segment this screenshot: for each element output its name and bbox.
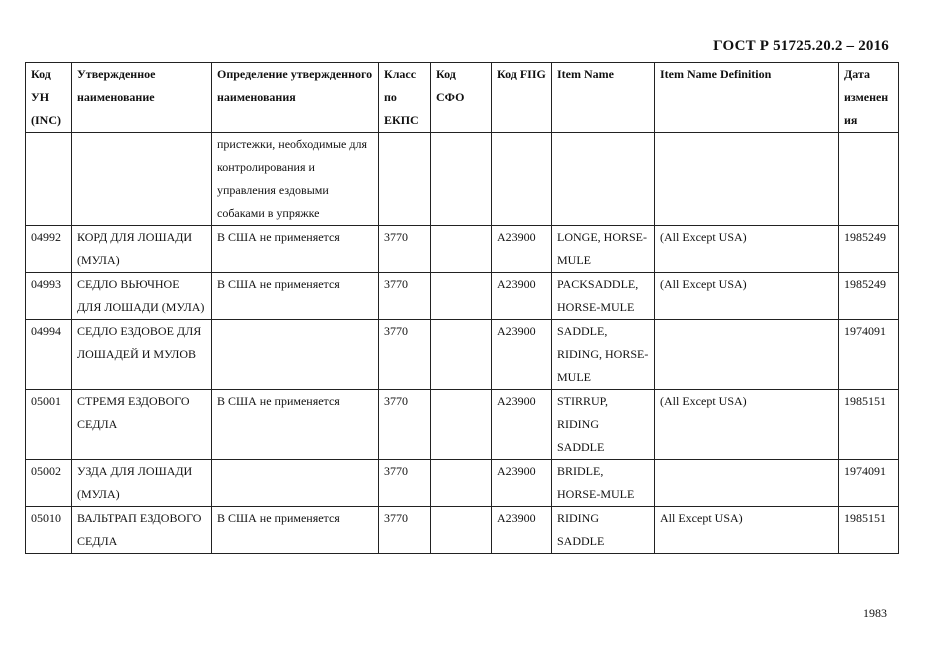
cell-fiig: A23900: [492, 460, 552, 507]
cell-class: 3770: [379, 273, 431, 320]
cell-item-name: LONGE, HORSE-MULE: [552, 226, 655, 273]
cell-class: 3770: [379, 390, 431, 460]
cell-name: СТРЕМЯ ЕЗДОВОГО СЕДЛА: [72, 390, 212, 460]
cell-sfo: [431, 507, 492, 554]
cell-definition: В США не применяется: [212, 273, 379, 320]
cell-date: 1974091: [839, 460, 899, 507]
cell-inc: [26, 133, 72, 226]
cell-date: 1985151: [839, 507, 899, 554]
cell-fiig: A23900: [492, 507, 552, 554]
cell-item-definition: (All Except USA): [655, 226, 839, 273]
cell-definition: В США не применяется: [212, 390, 379, 460]
col-header-approved-name: Утвержденное наименование: [72, 63, 212, 133]
cell-name: УЗДА ДЛЯ ЛОШАДИ (МУЛА): [72, 460, 212, 507]
cell-item-definition: (All Except USA): [655, 390, 839, 460]
col-header-definition: Определение утвержденного наименования: [212, 63, 379, 133]
table-row: [26, 320, 899, 390]
cell-definition: [212, 460, 379, 507]
cell-inc: 05001: [26, 390, 72, 460]
col-header-item-definition: Item Name Definition: [655, 63, 839, 133]
table-row: [26, 390, 899, 460]
cell-definition: пристежки, необходимые для контролирования и управления ездовыми собаками в упряжке: [212, 133, 379, 226]
cell-sfo: [431, 226, 492, 273]
cell-class: [379, 133, 431, 226]
cell-fiig: A23900: [492, 226, 552, 273]
table-row: [26, 226, 899, 273]
cell-item-definition: [655, 320, 839, 390]
cell-item-name: STIRRUP, RIDING SADDLE: [552, 390, 655, 460]
cell-name: КОРД ДЛЯ ЛОШАДИ (МУЛА): [72, 226, 212, 273]
cell-name: СЕДЛО ВЬЮЧНОЕ ДЛЯ ЛОШАДИ (МУЛА): [72, 273, 212, 320]
cell-inc: 04994: [26, 320, 72, 390]
cell-definition: В США не применяется: [212, 507, 379, 554]
cell-item-definition: All Except USA): [655, 507, 839, 554]
table-header-row: [26, 63, 899, 133]
cell-name: СЕДЛО ЕЗДОВОЕ ДЛЯ ЛОШАДЕЙ И МУЛОВ: [72, 320, 212, 390]
cell-fiig: A23900: [492, 273, 552, 320]
document-standard-header: ГОСТ Р 51725.20.2 – 2016: [713, 38, 889, 54]
cell-inc: 05010: [26, 507, 72, 554]
cell-date: 1985249: [839, 226, 899, 273]
cell-class: 3770: [379, 460, 431, 507]
cell-sfo: [431, 273, 492, 320]
cell-item-definition: [655, 133, 839, 226]
cell-inc: 04993: [26, 273, 72, 320]
table-row: [26, 460, 899, 507]
cell-fiig: [492, 133, 552, 226]
col-header-class: Класс по ЕКПС: [379, 63, 431, 133]
cell-item-name: PACKSADDLE, HORSE-MULE: [552, 273, 655, 320]
table-row: [26, 133, 899, 226]
cell-inc: 04992: [26, 226, 72, 273]
cell-item-definition: [655, 460, 839, 507]
cell-inc: 05002: [26, 460, 72, 507]
cell-definition: [212, 320, 379, 390]
cell-name: [72, 133, 212, 226]
cell-fiig: A23900: [492, 390, 552, 460]
cell-sfo: [431, 460, 492, 507]
col-header-inc: Код УН (INC): [26, 63, 72, 133]
item-name-table: [25, 62, 899, 554]
cell-item-definition: (All Except USA): [655, 273, 839, 320]
cell-sfo: [431, 390, 492, 460]
cell-item-name: SADDLE, RIDING, HORSE-MULE: [552, 320, 655, 390]
col-header-fiig: Код FIIG: [492, 63, 552, 133]
cell-definition: В США не применяется: [212, 226, 379, 273]
cell-item-name: RIDING SADDLE: [552, 507, 655, 554]
page-number: 1983: [863, 606, 887, 620]
cell-date: 1974091: [839, 320, 899, 390]
cell-name: ВАЛЬТРАП ЕЗДОВОГО СЕДЛА: [72, 507, 212, 554]
col-header-change-date: Дата изменения: [839, 63, 899, 133]
cell-item-name: BRIDLE, HORSE-MULE: [552, 460, 655, 507]
cell-class: 3770: [379, 226, 431, 273]
cell-sfo: [431, 320, 492, 390]
cell-date: 1985249: [839, 273, 899, 320]
cell-class: 3770: [379, 507, 431, 554]
col-header-sfo: Код СФО: [431, 63, 492, 133]
cell-date: 1985151: [839, 390, 899, 460]
cell-sfo: [431, 133, 492, 226]
cell-item-name: [552, 133, 655, 226]
cell-class: 3770: [379, 320, 431, 390]
cell-fiig: A23900: [492, 320, 552, 390]
cell-date: [839, 133, 899, 226]
table-row: [26, 273, 899, 320]
table-row: [26, 507, 899, 554]
col-header-item-name: Item Name: [552, 63, 655, 133]
